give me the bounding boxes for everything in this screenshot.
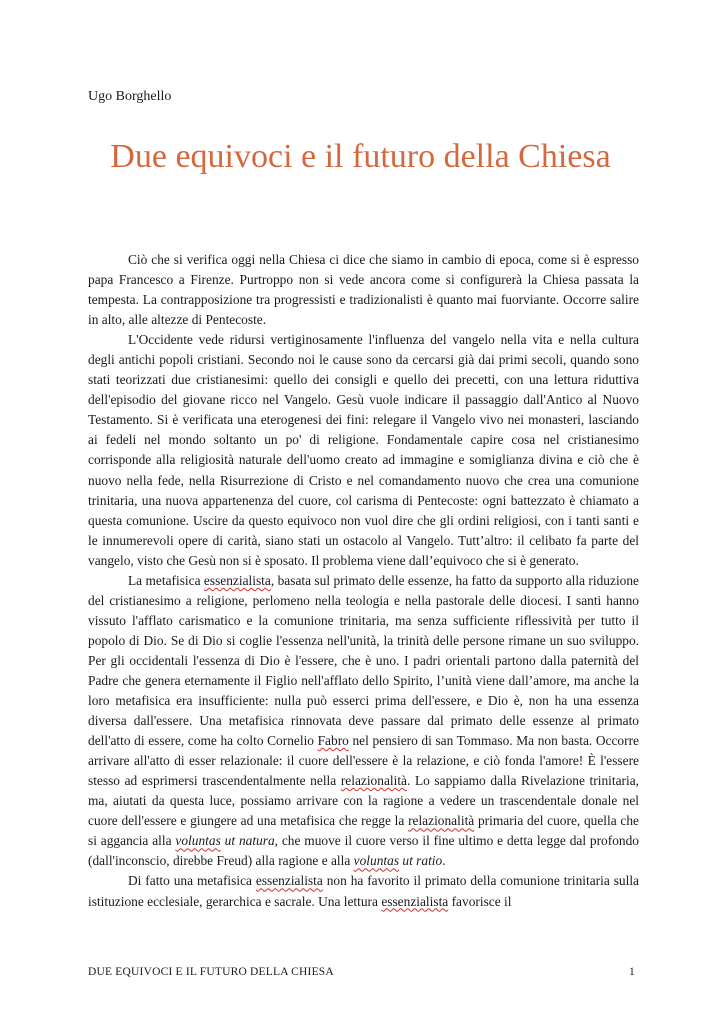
text-run: favorisce il <box>448 893 512 909</box>
text-run: L'Occidente vede ridursi vertiginosamente l'influenza del vangelo nella vita e nella cultura degli antichi popoli cristiani. Secondo noi le cause sono da cercarsi già dai primi secoli, quando sono stati teorizzati due cristianesimi: quello dei consigli e quello dei precetti, con una lettura riduttiva dell'episodio del giovane ricco nel Vangelo. Gesù vuole indicare il passaggio dall'Antico al Nuovo Testamento. Si è verificata una eterogenesi dei fini: relegare il Vangelo vivo nei monasteri, lasciando ai fedeli nel mondo soltanto un po' di religione. Fondamentale capire cosa nel cristianesimo corrisponde alla religiosità naturale dell'uomo creato ad immagine e somiglianza divina e ciò che è nuovo nella fede, nella Risurrezione di Cristo e nel comandamento nuovo che crea una comunione trinitaria, una nuova appartenenza del cuore, col carisma di Pentecoste: ogni battezzato è chiamato a questa comunione. Uscire da questo equivoco non vuol dire che gli ordini religiosi, con i tanti santi e le innumerevoli opere di carità, siano stati un ostacolo al Vangelo. Tutt’altro: il celibato fa parte del vangelo, visto che Gesù non si è sposato. Il problema viene dall’equivoco che si è generato. <box>88 332 639 568</box>
text-run: , che muove il cuore verso il fine ultimo e detta legge dal profondo (dall'inconscio, direbbe Freud) alla ragione e alla <box>88 833 639 869</box>
text-run: ut natura <box>220 833 275 849</box>
text-run: voluntas <box>175 833 221 849</box>
text-run: essenzialista <box>255 873 323 889</box>
text-run: relazionalità <box>408 813 475 829</box>
text-run: . <box>442 853 446 869</box>
text-run: La metafisica <box>128 572 204 588</box>
body-paragraph <box>88 330 639 571</box>
text-run: voluntas <box>353 853 400 869</box>
page-number: 1 <box>629 966 635 978</box>
text-run: . Lo sappiamo dalla Rivelazione trinitaria, ma, aiutati da questa luce, possiamo arrivare con la ragione a vedere un trascendentale donale nel cuore dell'essere e giungere ad una metafisica che regge la <box>88 773 639 829</box>
text-run: essenzialista <box>203 572 271 588</box>
text-run: non ha favorito il primato della comunione trinitaria sulla istituzione ecclesiale, gerarchica e sacrale. Una lettura <box>88 873 639 909</box>
text-run: relazionalità <box>340 773 407 789</box>
document-title: Due equivoci e il futuro della Chiesa <box>110 138 611 175</box>
text-run: Ciò che si verifica oggi nella Chiesa ci dice che siamo in cambio di epoca, come si è espresso papa Francesco a Firenze. Purtroppo non si vede ancora come si configurerà la Chiesa passata la tempesta. La contrapposizione tra progressisti e tradizionalisti è quanto mai fuorviante. Occorre salire in alto, alle altezze di Pentecoste. <box>88 252 639 328</box>
running-title: DUE EQUIVOCI E IL FUTURO DELLA CHIESA <box>88 966 334 978</box>
text-run: primaria del cuore, quella che si aggancia alla <box>88 813 640 849</box>
body-paragraph <box>88 571 639 872</box>
body-text <box>88 250 639 912</box>
body-paragraph <box>88 871 639 911</box>
text-run: , basata sul primato delle essenze, ha fatto da supporto alla riduzione del cristianesimo a religione, perlomeno nella teologia e nella pastorale delle diocesi. I santi hanno vissuto l'afflato carismatico e la comunione trinitaria, ma senza sufficiente riflessività per tutto il popolo di Dio. Se di Dio si coglie l'essenza nell'unità, la trinità delle persone rimane un suo sviluppo. Per gli occidentali l'essenza di Dio è l'essere, che è uno. I padri orientali partono dalla paternità del Padre che genera eternamente il Figlio nell'afflato dello Spirito, l’unità viene dall’amore, ma anche la loro metafisica era insufficiente: nulla può esserci prima dell'essere, e Dio è, non ha una essenza diversa dall'essere. Una metafisica rinnovata deve passare dal primato delle essenze al primato dell'atto di essere, come ha colto Cornelio <box>88 572 640 749</box>
text-run: ut ratio <box>399 853 443 869</box>
page-footer <box>88 965 635 979</box>
text-run: Di fatto una metafisica <box>128 873 256 889</box>
author-name: Ugo Borghello <box>88 89 172 104</box>
text-run: essenzialista <box>381 893 449 909</box>
text-run: Fabro <box>317 733 349 749</box>
text-run: nel pensiero di san Tommaso. Ma non basta. Occorre arrivare all'atto di esser relazionale: il cuore dell'essere è la relazione, e ciò fonda l'amore! È l'essere stesso ad esprimersi trascendentalmente nella <box>88 733 639 789</box>
body-paragraph <box>88 250 639 330</box>
